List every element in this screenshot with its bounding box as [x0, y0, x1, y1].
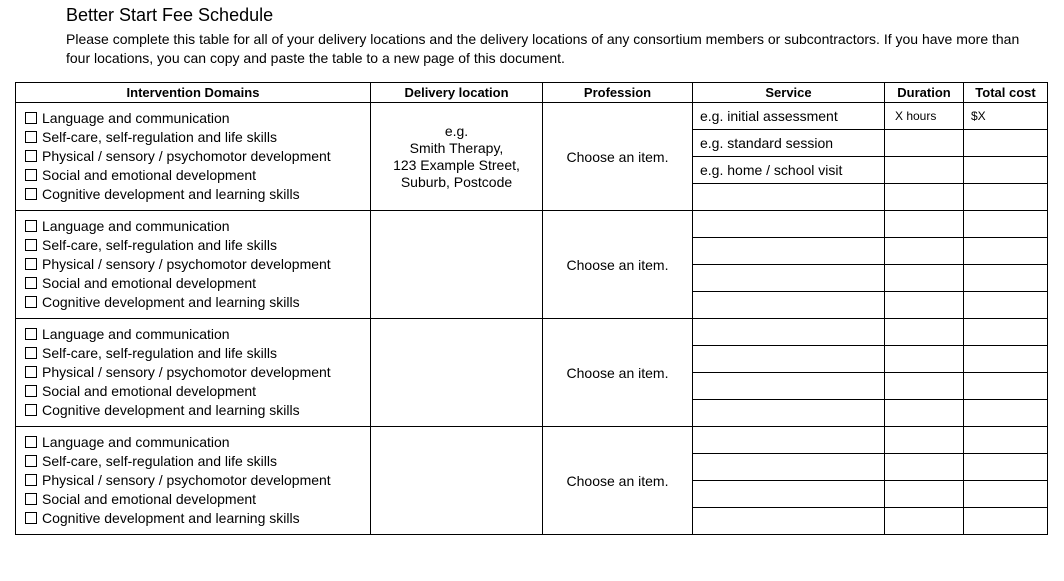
checkbox-icon[interactable]: [25, 296, 37, 308]
duration-cell[interactable]: [885, 454, 964, 481]
checkbox-icon[interactable]: [25, 455, 37, 467]
cost-cell[interactable]: [964, 346, 1048, 373]
delivery-location-cell[interactable]: [371, 211, 543, 319]
domain-option[interactable]: [25, 452, 370, 471]
domain-option[interactable]: [25, 274, 370, 293]
table-row: [16, 211, 1048, 238]
delivery-location-cell[interactable]: [371, 427, 543, 535]
cost-cell[interactable]: [964, 508, 1048, 535]
domain-option[interactable]: [25, 401, 370, 420]
checkbox-icon[interactable]: [25, 258, 37, 270]
location-line: 123 Example Street,: [393, 156, 520, 173]
duration-cell[interactable]: [885, 211, 964, 238]
service-cell[interactable]: [693, 373, 885, 400]
domain-option[interactable]: [25, 471, 370, 490]
domain-label: Social and emotional development: [42, 275, 257, 291]
domain-option[interactable]: [25, 344, 370, 363]
delivery-location-cell[interactable]: [371, 103, 543, 211]
location-line: e.g.: [444, 122, 469, 139]
domain-option[interactable]: [25, 128, 370, 147]
domain-checklist: [16, 319, 371, 427]
domain-label: Social and emotional development: [42, 491, 257, 507]
domain-label: Cognitive development and learning skills: [42, 186, 300, 202]
cost-cell[interactable]: [964, 292, 1048, 319]
header-row: [16, 83, 1048, 103]
domain-label: Language and communication: [42, 326, 230, 342]
cost-cell[interactable]: [964, 400, 1048, 427]
checkbox-icon[interactable]: [25, 385, 37, 397]
service-cell[interactable]: [693, 454, 885, 481]
domain-label: Language and communication: [42, 110, 230, 126]
cost-cell[interactable]: [964, 130, 1048, 157]
checkbox-icon[interactable]: [25, 328, 37, 340]
checkbox-icon[interactable]: [25, 112, 37, 124]
duration-cell[interactable]: [885, 238, 964, 265]
domain-label: Self-care, self-regulation and life skills: [42, 345, 277, 361]
checkbox-icon[interactable]: [25, 150, 37, 162]
header-intervention-domains: Intervention Domains: [16, 83, 371, 103]
service-cell[interactable]: [693, 481, 885, 508]
cost-cell[interactable]: [964, 373, 1048, 400]
duration-cell[interactable]: [885, 130, 964, 157]
profession-dropdown[interactable]: Choose an item.: [543, 211, 693, 319]
domain-label: Self-care, self-regulation and life skills: [42, 129, 277, 145]
location-line: Suburb, Postcode: [400, 173, 513, 190]
location-line: Smith Therapy,: [409, 139, 504, 156]
duration-cell[interactable]: [885, 346, 964, 373]
service-cell[interactable]: [693, 265, 885, 292]
cost-cell[interactable]: $X: [964, 103, 1048, 130]
header-delivery-location: Delivery location: [371, 83, 543, 103]
domain-label: Cognitive development and learning skills: [42, 294, 300, 310]
delivery-location-cell[interactable]: [371, 319, 543, 427]
duration-cell[interactable]: [885, 481, 964, 508]
domain-option[interactable]: [25, 363, 370, 382]
service-cell[interactable]: [693, 346, 885, 373]
table-row: [16, 427, 1048, 454]
fee-schedule-table: [15, 82, 1048, 535]
domain-label: Self-care, self-regulation and life skills: [42, 453, 277, 469]
domain-label: Social and emotional development: [42, 167, 257, 183]
domain-option[interactable]: [25, 433, 370, 452]
service-cell[interactable]: [693, 319, 885, 346]
cost-cell[interactable]: [964, 157, 1048, 184]
header-duration: Duration: [885, 83, 964, 103]
domain-option[interactable]: [25, 147, 370, 166]
header-total-cost: Total cost: [964, 83, 1048, 103]
service-cell[interactable]: [693, 238, 885, 265]
duration-cell[interactable]: [885, 184, 964, 211]
table-row: [16, 319, 1048, 346]
service-cell[interactable]: [693, 400, 885, 427]
service-cell[interactable]: [693, 184, 885, 211]
domain-option[interactable]: [25, 236, 370, 255]
duration-cell[interactable]: [885, 292, 964, 319]
service-cell[interactable]: [693, 292, 885, 319]
duration-cell[interactable]: [885, 157, 964, 184]
cost-cell[interactable]: [964, 481, 1048, 508]
domain-label: Physical / sensory / psychomotor development: [42, 472, 331, 488]
domain-label: Language and communication: [42, 218, 230, 234]
service-cell[interactable]: e.g. home / school visit: [693, 157, 885, 184]
checkbox-icon[interactable]: [25, 239, 37, 251]
checkbox-icon[interactable]: [25, 277, 37, 289]
checkbox-icon[interactable]: [25, 169, 37, 181]
domain-option[interactable]: [25, 109, 370, 128]
profession-dropdown[interactable]: Choose an item.: [543, 427, 693, 535]
domain-option[interactable]: [25, 293, 370, 312]
domain-label: Cognitive development and learning skills: [42, 510, 300, 526]
checkbox-icon[interactable]: [25, 188, 37, 200]
checkbox-icon[interactable]: [25, 220, 37, 232]
cost-cell[interactable]: [964, 184, 1048, 211]
page-title: Better Start Fee Schedule: [66, 5, 274, 25]
cost-cell[interactable]: [964, 238, 1048, 265]
duration-cell[interactable]: [885, 319, 964, 346]
service-cell[interactable]: e.g. standard session: [693, 130, 885, 157]
domain-option[interactable]: [25, 185, 370, 204]
header-service: Service: [693, 83, 885, 103]
domain-label: Social and emotional development: [42, 383, 257, 399]
domain-option[interactable]: [25, 255, 370, 274]
checkbox-icon[interactable]: [25, 493, 37, 505]
domain-checklist: [16, 211, 371, 319]
checkbox-icon[interactable]: [25, 512, 37, 524]
domain-option[interactable]: [25, 509, 370, 528]
cost-cell[interactable]: [964, 454, 1048, 481]
checkbox-icon[interactable]: [25, 404, 37, 416]
domain-option[interactable]: [25, 217, 370, 236]
checkbox-icon[interactable]: [25, 366, 37, 378]
cost-cell[interactable]: [964, 265, 1048, 292]
domain-checklist: [16, 427, 371, 535]
cost-cell[interactable]: [964, 427, 1048, 454]
domain-option[interactable]: [25, 325, 370, 344]
intro-text: Please complete this table for all of your delivery locations and the delivery locations of any consortium members or subcontractors. If you have more than four locations, you can copy and paste the table to a new page of this document.: [66, 31, 1020, 66]
checkbox-icon[interactable]: [25, 131, 37, 143]
domain-label: Self-care, self-regulation and life skills: [42, 237, 277, 253]
domain-option[interactable]: [25, 166, 370, 185]
domain-label: Language and communication: [42, 434, 230, 450]
profession-dropdown[interactable]: Choose an item.: [543, 103, 693, 211]
duration-cell[interactable]: [885, 265, 964, 292]
checkbox-icon[interactable]: [25, 474, 37, 486]
header-profession: Profession: [543, 83, 693, 103]
domain-label: Physical / sensory / psychomotor development: [42, 148, 331, 164]
duration-cell[interactable]: [885, 427, 964, 454]
table-row: [16, 103, 1048, 130]
duration-cell[interactable]: [885, 400, 964, 427]
checkbox-icon[interactable]: [25, 436, 37, 448]
domain-label: Physical / sensory / psychomotor development: [42, 364, 331, 380]
duration-cell[interactable]: X hours: [885, 103, 964, 130]
duration-cell[interactable]: [885, 373, 964, 400]
service-cell[interactable]: [693, 427, 885, 454]
cost-cell[interactable]: [964, 319, 1048, 346]
profession-dropdown[interactable]: Choose an item.: [543, 319, 693, 427]
domain-label: Physical / sensory / psychomotor development: [42, 256, 331, 272]
service-cell[interactable]: [693, 211, 885, 238]
duration-cell[interactable]: [885, 508, 964, 535]
cost-cell[interactable]: [964, 211, 1048, 238]
service-cell[interactable]: e.g. initial assessment: [693, 103, 885, 130]
checkbox-icon[interactable]: [25, 347, 37, 359]
domain-option[interactable]: [25, 382, 370, 401]
service-cell[interactable]: [693, 508, 885, 535]
domain-checklist: [16, 103, 371, 211]
domain-option[interactable]: [25, 490, 370, 509]
domain-label: Cognitive development and learning skills: [42, 402, 300, 418]
